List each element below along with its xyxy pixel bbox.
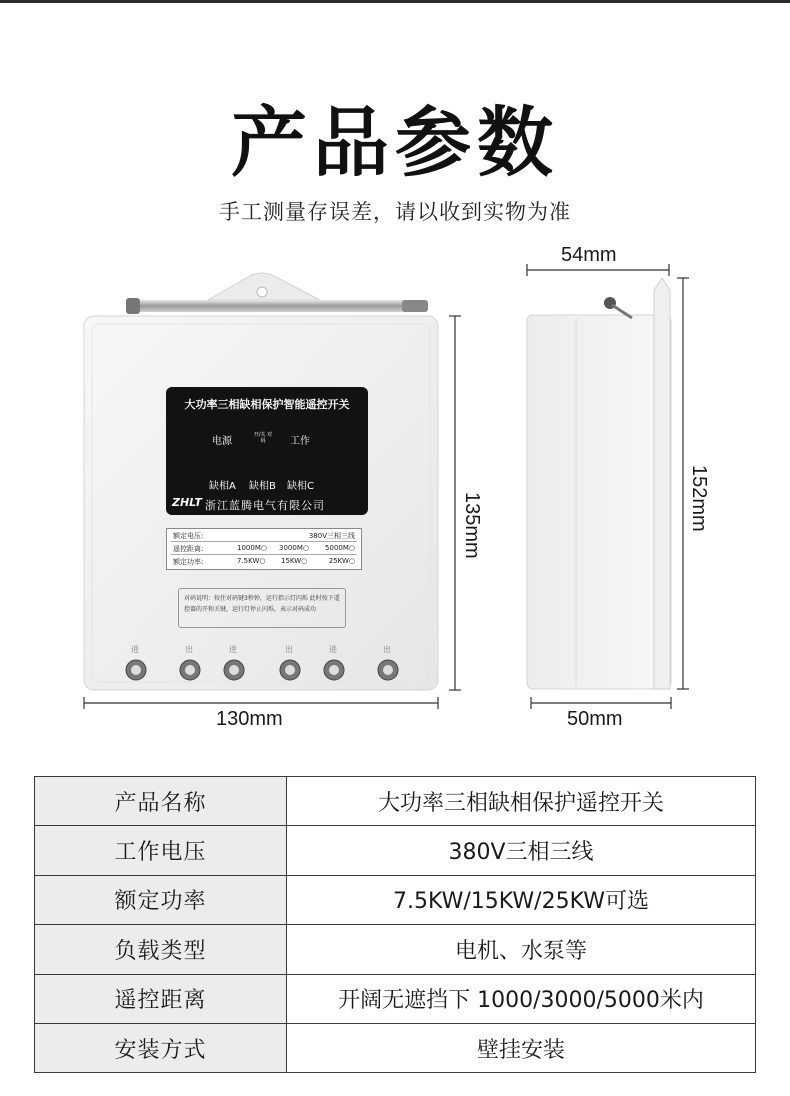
antenna — [126, 300, 428, 312]
table-value: 开阔无遮挡下 1000/3000/5000米内 — [287, 974, 756, 1023]
table-row — [35, 826, 756, 875]
port-label: 出 — [383, 645, 391, 654]
table-row — [35, 777, 756, 826]
company-name: 浙江蓝腾电气有限公司 — [205, 499, 325, 512]
side-mount-fin — [654, 278, 670, 689]
phase-b-label: 缺相B — [249, 481, 276, 492]
phase-c-label: 缺相C — [287, 481, 314, 492]
side-body — [527, 315, 671, 689]
table-key: 安装方式 — [35, 1023, 287, 1072]
phase-a-label: 缺相A — [209, 481, 236, 492]
table-row — [35, 974, 756, 1023]
port-label: 进 — [131, 645, 139, 654]
table-row — [35, 1023, 756, 1072]
pair-button-label: 开/关 对码 — [253, 432, 273, 444]
spec-row-distance: 遥控距离: 1000M○ 3000M○ 5000M○ — [173, 544, 355, 553]
table-value: 7.5KW/15KW/25KW可选 — [287, 875, 756, 924]
table-key: 负载类型 — [35, 925, 287, 974]
table-key: 遥控距离 — [35, 974, 287, 1023]
side-depth-bottom-label: 50mm — [567, 708, 623, 730]
power-label: 电源 — [212, 436, 232, 447]
spec-table — [34, 776, 756, 1073]
side-depth-top-label: 54mm — [561, 244, 617, 266]
pairing-note: 对码说明：按住对码键3秒钟，运行指示灯闪烁 此时按下遥控器的开和关键，运行灯停止闪烁，表示对码成功 — [178, 588, 346, 628]
table-key: 产品名称 — [35, 777, 287, 826]
device-spec-card — [166, 528, 362, 570]
table-key: 工作电压 — [35, 826, 287, 875]
front-width-label: 130mm — [216, 708, 283, 730]
table-row — [35, 875, 756, 924]
front-height-label: 135mm — [461, 492, 483, 559]
hanger-hole — [257, 287, 267, 297]
port-label: 出 — [185, 645, 193, 654]
table-value: 大功率三相缺相保护遥控开关 — [287, 777, 756, 826]
page-title: 产品参数 — [231, 98, 559, 187]
port-label: 进 — [329, 645, 337, 654]
spec-row-voltage: 额定电压: 380V三相三线 — [173, 532, 355, 540]
device-label-title: 大功率三相缺相保护智能遥控开关 — [184, 398, 350, 411]
table-value: 电机、水泵等 — [287, 925, 756, 974]
table-row — [35, 925, 756, 974]
port-label: 出 — [285, 645, 293, 654]
table-key: 额定功率 — [35, 875, 287, 924]
spec-row-power: 额定功率: 7.5KW○ 15KW○ 25KW○ — [173, 557, 355, 566]
brand-logo: ZHLT — [172, 496, 202, 509]
work-label: 工作 — [290, 436, 310, 447]
page-subtitle: 手工测量存误差，请以收到实物为准 — [219, 200, 571, 224]
port-label: 进 — [229, 645, 237, 654]
table-value: 壁挂安装 — [287, 1023, 756, 1072]
side-height-label: 152mm — [688, 465, 710, 532]
table-value: 380V三相三线 — [287, 826, 756, 875]
